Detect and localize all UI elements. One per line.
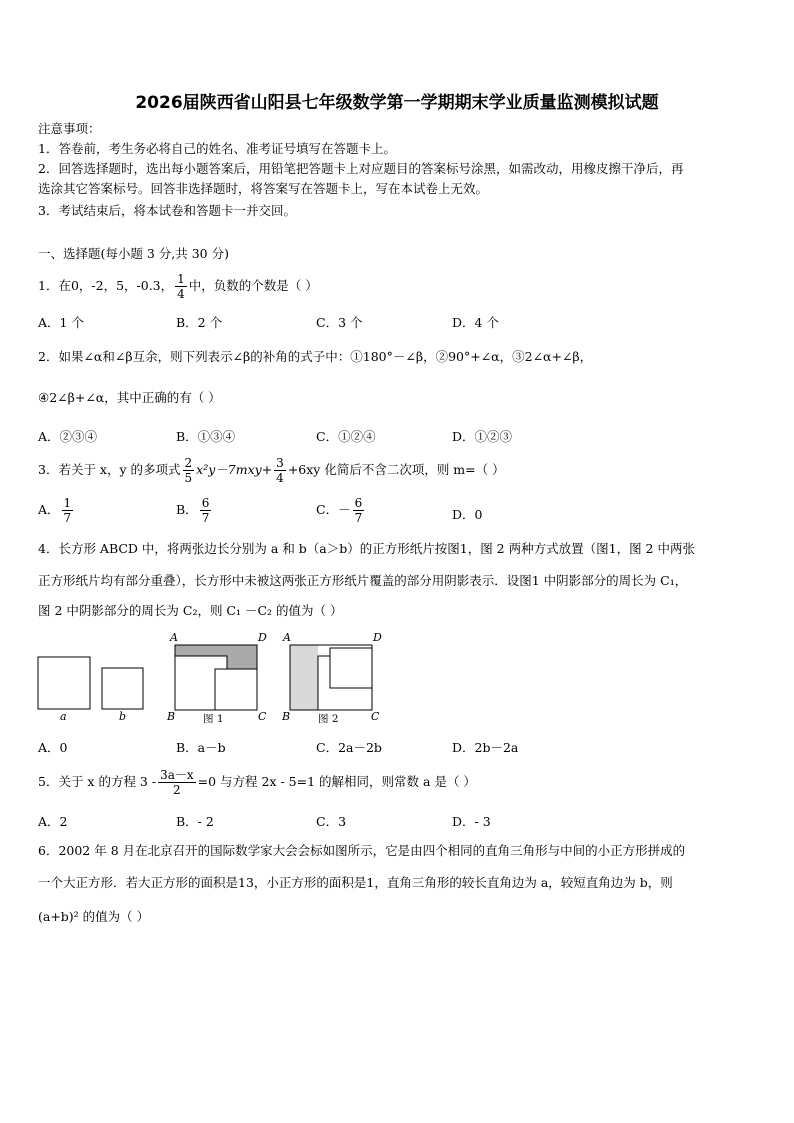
q1-option-b: B．2 个 xyxy=(176,315,223,330)
q4-option-c: C．2a－2b xyxy=(316,740,382,755)
fig1-caption: 图 1 xyxy=(203,713,224,725)
q3-option-b-prefix: B． xyxy=(176,502,198,517)
q3-f1-den: 5 xyxy=(184,471,193,485)
q3-option-c xyxy=(316,496,366,525)
label-a: a xyxy=(60,710,67,723)
square-b xyxy=(102,668,143,709)
label-b: b xyxy=(119,710,127,723)
fig2-label-D: D xyxy=(373,631,382,644)
q2-option-c: C．①②④ xyxy=(316,429,376,444)
q1-option-c: C．3 个 xyxy=(316,315,363,330)
question-2-line-1: 2．如果∠α和∠β互余，则下列表示∠β的补角的式子中：①180°－∠β，②90°+∠α，③2∠α+∠β， xyxy=(38,349,593,364)
q5-prefix: 5．关于 x 的方程 3 - xyxy=(38,774,157,789)
fig1-square-b xyxy=(215,669,257,710)
q5-option-c: C．3 xyxy=(316,814,347,829)
q4-option-d: D．2b－2a xyxy=(452,740,519,755)
q4-option-a: A．0 xyxy=(38,740,68,755)
question-4-line-1: 4．长方形 ABCD 中，将两张边长分别为 a 和 b（a＞b）的正方形纸片按图1，图 2 两种方式放置（图1，图 2 中两张 xyxy=(38,541,695,556)
notice-heading: 注意事项： xyxy=(38,121,101,136)
q3-option-d: D．0 xyxy=(452,507,483,522)
q3-fraction-2 xyxy=(274,456,286,485)
fig1-label-D: D xyxy=(258,631,267,644)
q3-f1-num: 2 xyxy=(184,456,193,470)
fig2-square-b xyxy=(330,648,372,688)
q3-option-a-den: 7 xyxy=(63,511,72,525)
fig2-caption: 图 2 xyxy=(318,713,339,725)
q3-f2-den: 4 xyxy=(276,471,284,485)
q2-option-b: B．①③④ xyxy=(176,429,236,444)
notice-item-2-cont: 选涂其它答案标号。回答非选择题时，将答案写在答题卡上，写在本试卷上无效。 xyxy=(38,181,489,196)
notice-item-2: 2．回答选择题时，选出每小题答案后，用铅笔把答题卡上对应题目的答案标号涂黑，如需改动，用橡皮擦干净后，再 xyxy=(38,161,684,176)
q3-option-b-frac xyxy=(200,496,212,525)
section-heading: 一、选择题(每小题 3 分,共 30 分) xyxy=(38,246,229,261)
notice-item-3: 3．考试结束后，将本试卷和答题卡一并交回。 xyxy=(38,203,296,218)
q3-option-b xyxy=(176,496,213,525)
question-6-line-1: 6．2002 年 8 月在北京召开的国际数学家大会会标如图所示，它是由四个相同的直角三角形与中间的小正方形拼成的 xyxy=(38,843,686,858)
q1-prefix: 1．在0，-2，5，-0.3， xyxy=(38,278,174,293)
q1-fraction xyxy=(175,272,187,301)
question-4-line-3: 图 2 中阴影部分的周长为 C₂，则 C₁ －C₂ 的值为（ ） xyxy=(38,603,343,618)
q3-option-a-prefix: A． xyxy=(38,502,60,517)
q2-option-d: D．①②③ xyxy=(452,429,513,444)
q1-frac-num: 1 xyxy=(177,272,185,286)
q1-frac-den: 4 xyxy=(177,287,185,301)
q3-option-c-frac xyxy=(353,496,365,525)
q3-option-b-den: 7 xyxy=(201,511,210,525)
q5-option-b: B．- 2 xyxy=(176,814,214,829)
q1-suffix: 中，负数的个数是（ ） xyxy=(188,278,318,293)
square-a xyxy=(38,657,90,709)
question-4-line-2: 正方形纸片均有部分重叠），长方形中未被这两张正方形纸片覆盖的部分用阴影表示．设图1 中阴影部分的周长为 C₁， xyxy=(38,573,688,588)
q3-mid-1: x²y－7mxy+ xyxy=(196,462,273,477)
q3-option-b-num: 6 xyxy=(201,496,210,510)
fig1-label-B: B xyxy=(167,710,176,723)
q5-fraction xyxy=(158,768,196,797)
question-2-line-2: ④2∠β+∠α，其中正确的有（ ） xyxy=(38,390,221,405)
fig1-label-A: A xyxy=(170,631,178,644)
q4-figure xyxy=(30,628,390,730)
notice-item-1: 1．答卷前，考生务必将自己的姓名、准考证号填写在答题卡上。 xyxy=(38,141,396,156)
q4-option-b: B．a－b xyxy=(176,740,226,755)
q3-option-a-num: 1 xyxy=(63,496,72,510)
question-1 xyxy=(38,272,318,301)
question-6-line-2: 一个大正方形．若大正方形的面积是13，小正方形的面积是1，直角三角形的较长直角边为 a，较短直角边为 b，则 xyxy=(38,875,673,890)
q2-option-a: A．②③④ xyxy=(38,429,98,444)
fig2-label-A: A xyxy=(283,631,291,644)
page-title: 2026届陕西省山阳县七年级数学第一学期期末学业质量监测模拟试题 xyxy=(135,93,659,113)
q5-option-d: D．- 3 xyxy=(452,814,491,829)
q5-frac-den: 2 xyxy=(173,783,181,797)
q3-mid-2: +6xy 化简后不含二次项，则 m=（ ） xyxy=(287,462,505,477)
q3-f2-num: 3 xyxy=(276,456,284,470)
question-5 xyxy=(38,768,476,797)
q3-fraction-1 xyxy=(183,456,195,485)
fig2-label-B: B xyxy=(282,710,291,723)
q5-frac-num: 3a－x xyxy=(160,768,194,782)
q3-option-c-num: 6 xyxy=(354,496,363,510)
question-3 xyxy=(38,456,505,485)
q1-option-d: D．4 个 xyxy=(452,315,499,330)
question-6-line-3: (a+b)² 的值为（ ） xyxy=(38,909,150,924)
q3-option-a-frac xyxy=(62,496,74,525)
q3-option-c-den: 7 xyxy=(354,511,363,525)
q3-option-a xyxy=(38,496,75,525)
fig2-label-C: C xyxy=(371,710,380,723)
q5-suffix: =0 与方程 2x - 5=1 的解相同，则常数 a 是（ ） xyxy=(197,774,476,789)
q1-option-a: A．1 个 xyxy=(38,315,84,330)
fig1-label-C: C xyxy=(258,710,267,723)
q5-option-a: A．2 xyxy=(38,814,68,829)
q3-option-c-prefix: C．－ xyxy=(316,502,351,517)
q3-prefix: 3．若关于 x，y 的多项式 xyxy=(38,462,181,477)
